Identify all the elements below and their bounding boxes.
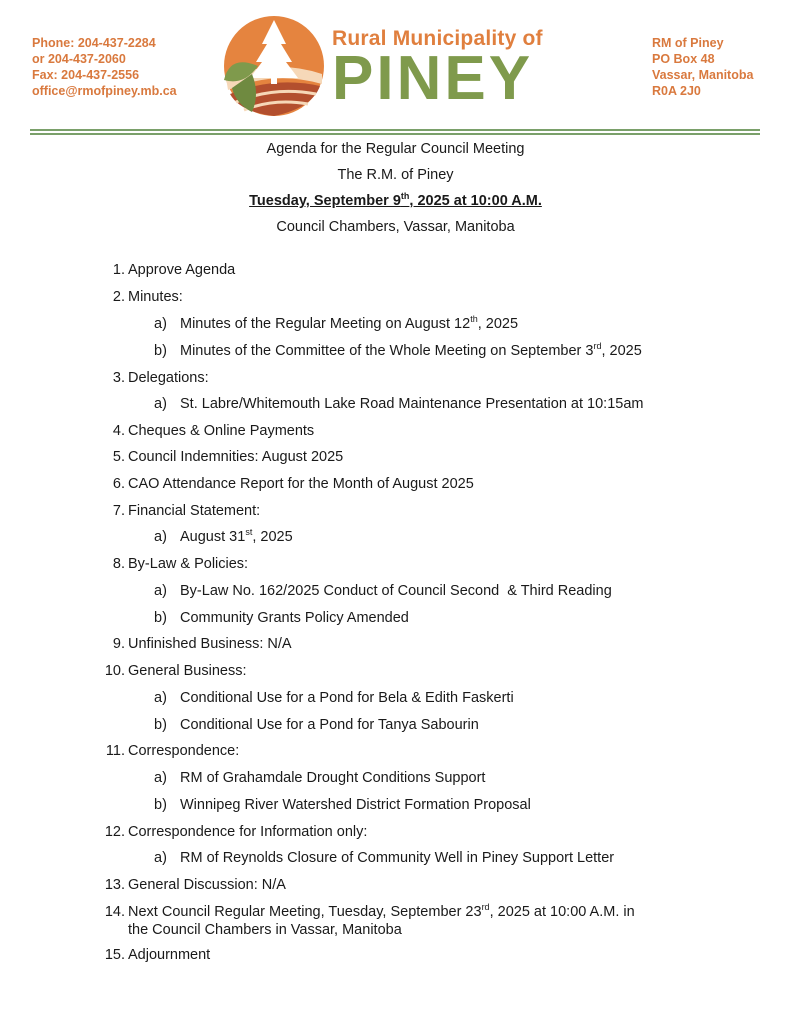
subitem-text: August 31st, 2025	[180, 527, 293, 545]
item-text: Cheques & Online Payments	[128, 423, 315, 439]
agenda-header	[0, 136, 791, 240]
item-number: 15.	[104, 947, 125, 963]
item-number: 11.	[105, 743, 125, 759]
item-number: 5.	[112, 449, 125, 465]
subitem-letter: a)	[154, 850, 167, 866]
subitem-text: St. Labre/Whitemouth Lake Road Maintenance Presentation at 10:15am	[180, 396, 644, 412]
item-text: Minutes:	[128, 289, 183, 305]
header-rule-top	[30, 129, 760, 131]
item-number: 9.	[112, 636, 125, 652]
logo-text-rural-municipality: Rural Municipality of	[332, 27, 543, 50]
item-number: 1.	[112, 262, 125, 278]
item-text: Council Indemnities: August 2025	[128, 449, 344, 465]
meeting-location: Council Chambers, Vassar, Manitoba	[276, 219, 515, 235]
subitem-text: Winnipeg River Watershed District Formation Proposal	[180, 797, 531, 813]
fax-line: Fax: 204-437-2556	[32, 68, 140, 82]
subitem-letter: a)	[154, 396, 167, 412]
item-text: Correspondence:	[128, 743, 240, 759]
subitem-letter: a)	[154, 583, 167, 599]
subitem-letter: a)	[154, 529, 167, 545]
item-text: General Discussion: N/A	[128, 877, 286, 893]
subitem-text: RM of Reynolds Closure of Community Well in Piney Support Letter	[180, 850, 615, 866]
item-text: Approve Agenda	[128, 262, 236, 278]
item-text: General Business:	[128, 663, 247, 679]
subitem-text: Conditional Use for a Pond for Bela & Edith Faskerti	[180, 690, 514, 706]
meeting-date-time: , 2025 at 10:00 A.M.	[409, 193, 542, 209]
contact-info-right	[652, 35, 753, 99]
address-city-line: Vassar, Manitoba	[652, 68, 754, 82]
postal-code-line: R0A 2J0	[652, 84, 701, 98]
email-line: office@rmofpiney.mb.ca	[32, 84, 177, 98]
item-number: 6.	[112, 476, 125, 492]
subitem-text: Minutes of the Committee of the Whole Meeting on September 3rd, 2025	[180, 341, 642, 359]
address-name-line: RM of Piney	[652, 36, 724, 50]
item-number: 3.	[112, 370, 125, 386]
meeting-date	[0, 188, 791, 214]
agenda-title: Agenda for the Regular Council Meeting	[266, 141, 525, 157]
item-text: Delegations:	[128, 370, 209, 386]
phone-alt-line: or 204-437-2060	[32, 52, 126, 66]
subitem-letter: b)	[154, 797, 167, 813]
subitem-letter: b)	[154, 717, 167, 733]
item-text: Correspondence for Information only:	[128, 824, 368, 840]
subitem-text: Community Grants Policy Amended	[180, 610, 409, 626]
item-number: 8.	[112, 556, 125, 572]
subitem-letter: b)	[154, 610, 167, 626]
item-number: 12.	[104, 824, 125, 840]
contact-info-left	[32, 35, 177, 99]
item-text: Unfinished Business: N/A	[128, 636, 292, 652]
item-text: Next Council Regular Meeting, Tuesday, September 23rd, 2025 at 10:00 A.M. in	[128, 902, 635, 920]
subitem-letter: a)	[154, 690, 167, 706]
subitem-text: By-Law No. 162/2025 Conduct of Council Second & Third Reading	[180, 583, 612, 599]
subitem-letter: a)	[154, 770, 167, 786]
item-number: 4.	[112, 423, 125, 439]
item-text: CAO Attendance Report for the Month of August 2025	[128, 476, 474, 492]
address-box-line: PO Box 48	[652, 52, 715, 66]
subitem-letter: b)	[154, 343, 167, 359]
subitem-letter: a)	[154, 316, 167, 332]
agenda-org: The R.M. of Piney	[337, 167, 454, 183]
item-number: 7.	[112, 503, 125, 519]
meeting-date-text: Tuesday, September 9	[249, 193, 401, 209]
item-number: 10.	[104, 663, 125, 679]
item-number: 2.	[112, 289, 125, 305]
phone-line: Phone: 204-437-2284	[32, 36, 156, 50]
item-text: By-Law & Policies:	[128, 556, 249, 572]
piney-logo-emblem	[222, 14, 326, 118]
item-number: 14.	[104, 904, 125, 920]
item-text-line2: the Council Chambers in Vassar, Manitoba	[128, 922, 402, 938]
logo-text-piney: PINEY	[332, 44, 534, 113]
meeting-date-suffix: th	[400, 191, 410, 201]
header-rule-bottom	[30, 133, 760, 135]
item-text: Financial Statement:	[128, 503, 261, 519]
subitem-text: Conditional Use for a Pond for Tanya Sabourin	[180, 717, 479, 733]
item-number: 13.	[104, 877, 125, 893]
item-text: Adjournment	[128, 947, 211, 963]
subitem-text: RM of Grahamdale Drought Conditions Support	[180, 770, 486, 786]
subitem-text: Minutes of the Regular Meeting on August 12th, 2025	[180, 314, 519, 332]
